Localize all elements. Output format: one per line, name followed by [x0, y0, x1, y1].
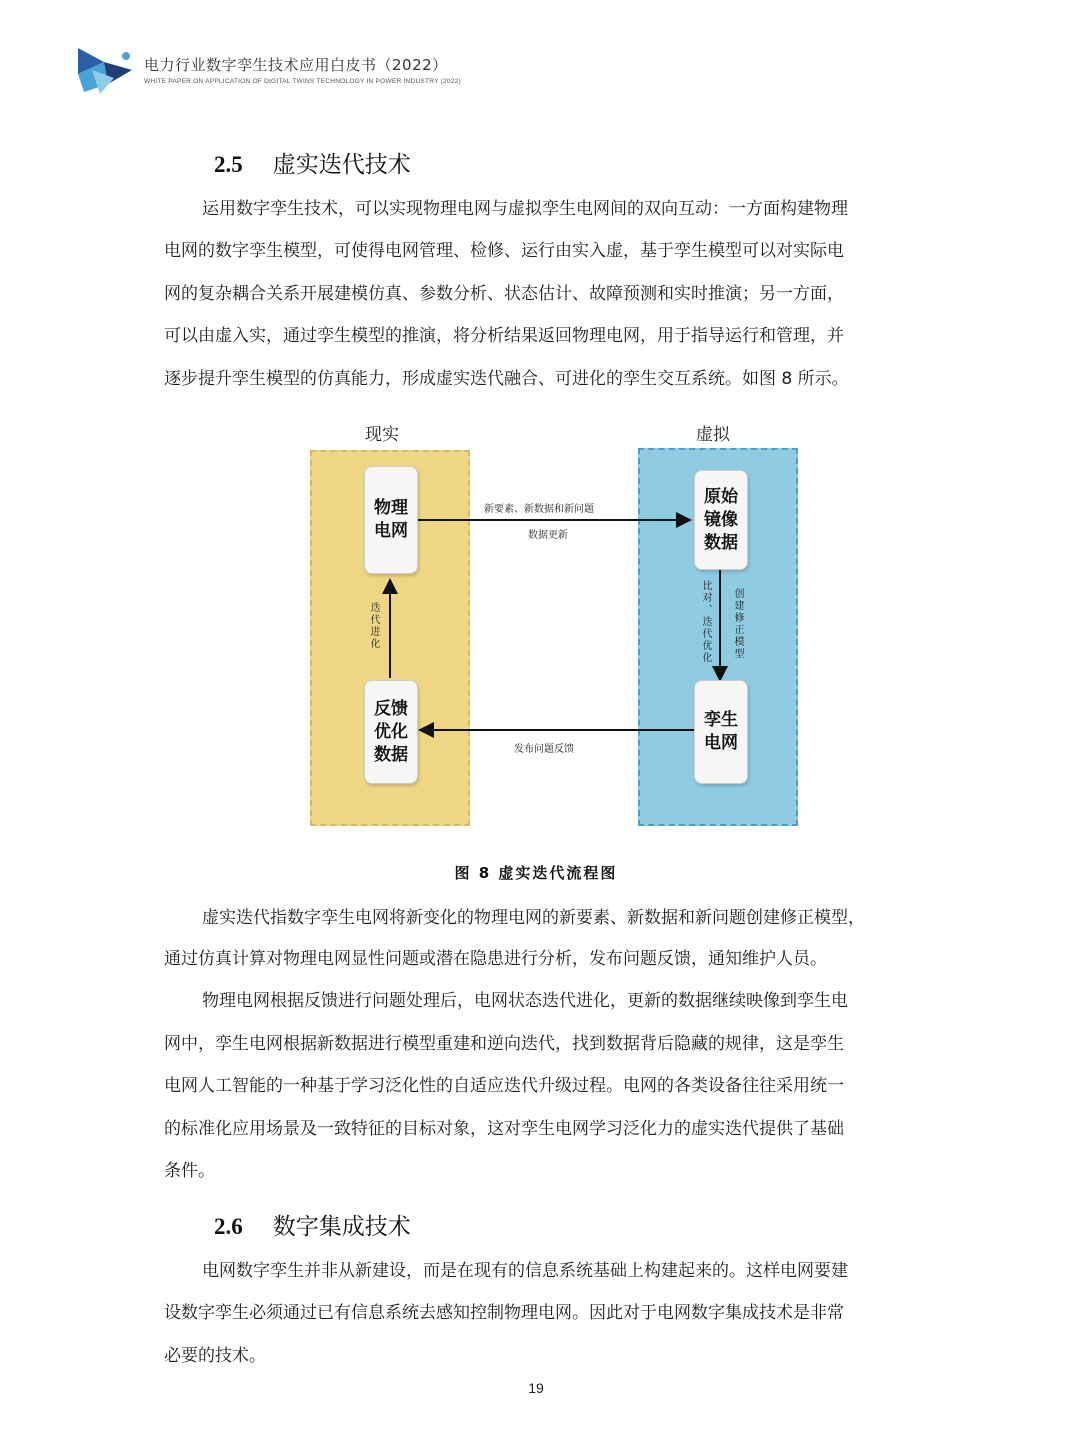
section-number: 2.5	[214, 152, 243, 177]
box-twin-grid	[694, 680, 748, 784]
box-line: 电网	[704, 733, 738, 753]
box-line: 数据	[704, 532, 738, 553]
arrow-top-label-1: 新要素、新数据和新问题	[484, 504, 594, 515]
box-line: 物理	[374, 498, 408, 518]
box-physical-grid	[364, 466, 418, 574]
section-number: 2.6	[214, 1214, 243, 1239]
label-real: 现实	[365, 425, 399, 445]
section-title: 数字集成技术	[272, 1214, 411, 1240]
box-line: 原始	[704, 486, 738, 507]
label-virtual: 虚拟	[696, 425, 730, 445]
whitepaper-logo	[74, 44, 136, 96]
box-line: 孪生	[704, 710, 738, 730]
paragraph-line: 电网的数字孪生模型，可使得电网管理、检修、运行由实入虚，基于孪生模型可以对实际电	[164, 241, 844, 261]
paragraph-line: 物理电网根据反馈进行问题处理后，电网状态迭代进化，更新的数据继续映像到孪生电	[202, 991, 848, 1011]
paragraph-line: 电网数字孪生并非从新建设，而是在现有的信息系统基础上构建起来的。这样电网要建	[202, 1261, 848, 1281]
paragraph-line: 的标准化应用场景及一致特征的目标对象，这对孪生电网学习泛化力的虚实迭代提供了基础	[164, 1119, 844, 1139]
box-line: 优化	[374, 721, 408, 742]
paragraph-line: 运用数字孪生技术，可以实现物理电网与虚拟孪生电网间的双向互动：一方面构建物理	[202, 199, 848, 219]
left-vertical-label: 迭代进化	[368, 602, 379, 650]
paragraph-line: 虚实迭代指数字孪生电网将新变化的物理电网的新要素、新数据和新问题创建修正模型，	[202, 908, 865, 928]
box-line: 镜像	[704, 509, 738, 530]
figure-caption: 图 8 虚实迭代流程图	[454, 864, 618, 882]
paragraph-line: 网中，孪生电网根据新数据进行模型重建和逆向迭代，找到数据背后隐藏的规律，这是孪生	[164, 1034, 844, 1054]
arrow-bottom-label: 发布问题反馈	[514, 744, 574, 755]
page-number: 19	[528, 1380, 544, 1396]
paragraph-line: 条件。	[164, 1161, 215, 1181]
box-feedback-data	[364, 680, 418, 784]
section-2-5-heading	[214, 146, 411, 179]
iteration-flow-diagram	[290, 410, 820, 830]
paragraph-line: 必要的技术。	[164, 1346, 266, 1366]
header-subtitle: WHITE PAPER ON APPLICATION OF DIGITAL TWINS TECHNOLOGY IN POWER INDUSTRY (2022)	[144, 78, 461, 85]
paragraph-line: 电网人工智能的一种基于学习泛化性的自适应迭代升级过程。电网的各类设备往往采用统一	[164, 1076, 844, 1096]
section-title: 虚实迭代技术	[272, 152, 411, 178]
paragraph-line: 网的复杂耦合关系开展建模仿真、参数分析、状态估计、故障预测和实时推演；另一方面，	[164, 284, 844, 304]
box-line: 数据	[374, 744, 408, 765]
paragraph-line: 可以由虚入实，通过孪生模型的推演，将分析结果返回物理电网，用于指导运行和管理，并	[164, 326, 844, 346]
box-mirror-data	[694, 470, 748, 570]
right-vertical-label-b: 创建修正模型	[732, 588, 743, 660]
section-2-6-heading	[214, 1208, 411, 1241]
paragraph-line: 通过仿真计算对物理电网显性问题或潜在隐患进行分析，发布问题反馈，通知维护人员。	[164, 949, 827, 969]
paragraph-line: 设数字孪生必须通过已有信息系统去感知控制物理电网。因此对于电网数字集成技术是非常	[164, 1303, 844, 1323]
box-line: 电网	[374, 521, 408, 541]
header-title: 电力行业数字孪生技术应用白皮书（2022）	[144, 56, 448, 74]
paragraph-line: 逐步提升孪生模型的仿真能力，形成虚实迭代融合、可进化的孪生交互系统。如图 8 所示。	[164, 369, 849, 389]
box-line: 反馈	[374, 698, 408, 719]
right-vertical-label-a: 比对、迭代优化	[700, 580, 711, 664]
arrow-top-label-2: 数据更新	[528, 530, 568, 541]
